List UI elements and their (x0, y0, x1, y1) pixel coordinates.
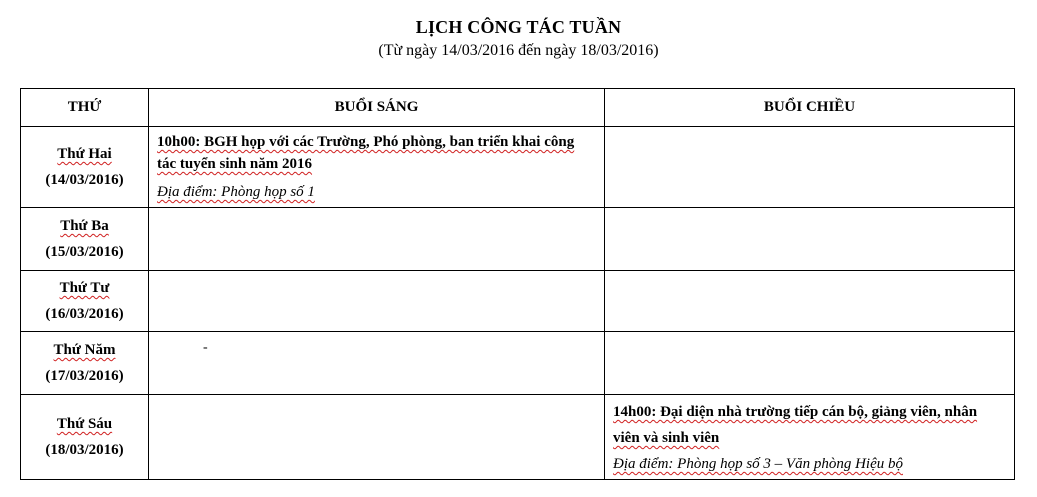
table-row (21, 127, 1015, 208)
morning-cell (149, 271, 605, 332)
morning-cell (149, 208, 605, 271)
day-name: Thứ Hai (57, 146, 112, 162)
page-title: LỊCH CÔNG TÁC TUẦN (415, 17, 622, 37)
day-name: Thứ Năm (53, 342, 116, 358)
header-row (21, 89, 1015, 127)
morning-cell (149, 127, 605, 208)
afternoon-cell (605, 271, 1015, 332)
day-cell (21, 127, 149, 208)
event-title: 10h00: BGH họp với các Trường, Phó phòng, ban triển khai công tác tuyển sinh năm 2016 (157, 134, 575, 172)
day-date: (18/03/2016) (45, 442, 124, 458)
day-date: (14/03/2016) (45, 172, 124, 188)
table-row (21, 271, 1015, 332)
table-row (21, 332, 1015, 395)
morning-cell (149, 332, 605, 395)
table-row (21, 208, 1015, 271)
afternoon-cell (605, 332, 1015, 395)
day-name: Thứ Sáu (56, 416, 113, 432)
column-header-morning: BUỔI SÁNG (149, 89, 605, 127)
afternoon-cell (605, 127, 1015, 208)
day-cell (21, 208, 149, 271)
day-name: Thứ Ba (60, 218, 109, 234)
event-title: 14h00: Đại diện nhà trường tiếp cán bộ, giảng viên, nhân viên và sinh viên (613, 404, 978, 446)
weekly-schedule-table (20, 88, 1015, 480)
day-cell (21, 332, 149, 395)
column-header-afternoon: BUỔI CHIỀU (605, 89, 1015, 127)
table-row (21, 395, 1015, 480)
afternoon-cell (605, 395, 1015, 480)
event-location: Địa điểm: Phòng họp số 3 – Văn phòng Hiệu bộ (613, 456, 903, 472)
morning-cell (149, 395, 605, 480)
day-date: (15/03/2016) (45, 244, 124, 260)
date-range-subtitle: (Từ ngày 14/03/2016 đến ngày 18/03/2016) (378, 42, 659, 59)
day-cell (21, 271, 149, 332)
placeholder-dash: - (203, 340, 208, 355)
day-date: (16/03/2016) (45, 306, 124, 322)
day-cell (21, 395, 149, 480)
day-name: Thứ Tư (59, 280, 110, 296)
afternoon-cell (605, 208, 1015, 271)
column-header-day: THỨ (21, 89, 149, 127)
day-date: (17/03/2016) (45, 368, 124, 384)
event-location: Địa điểm: Phòng họp số 1 (157, 184, 315, 200)
